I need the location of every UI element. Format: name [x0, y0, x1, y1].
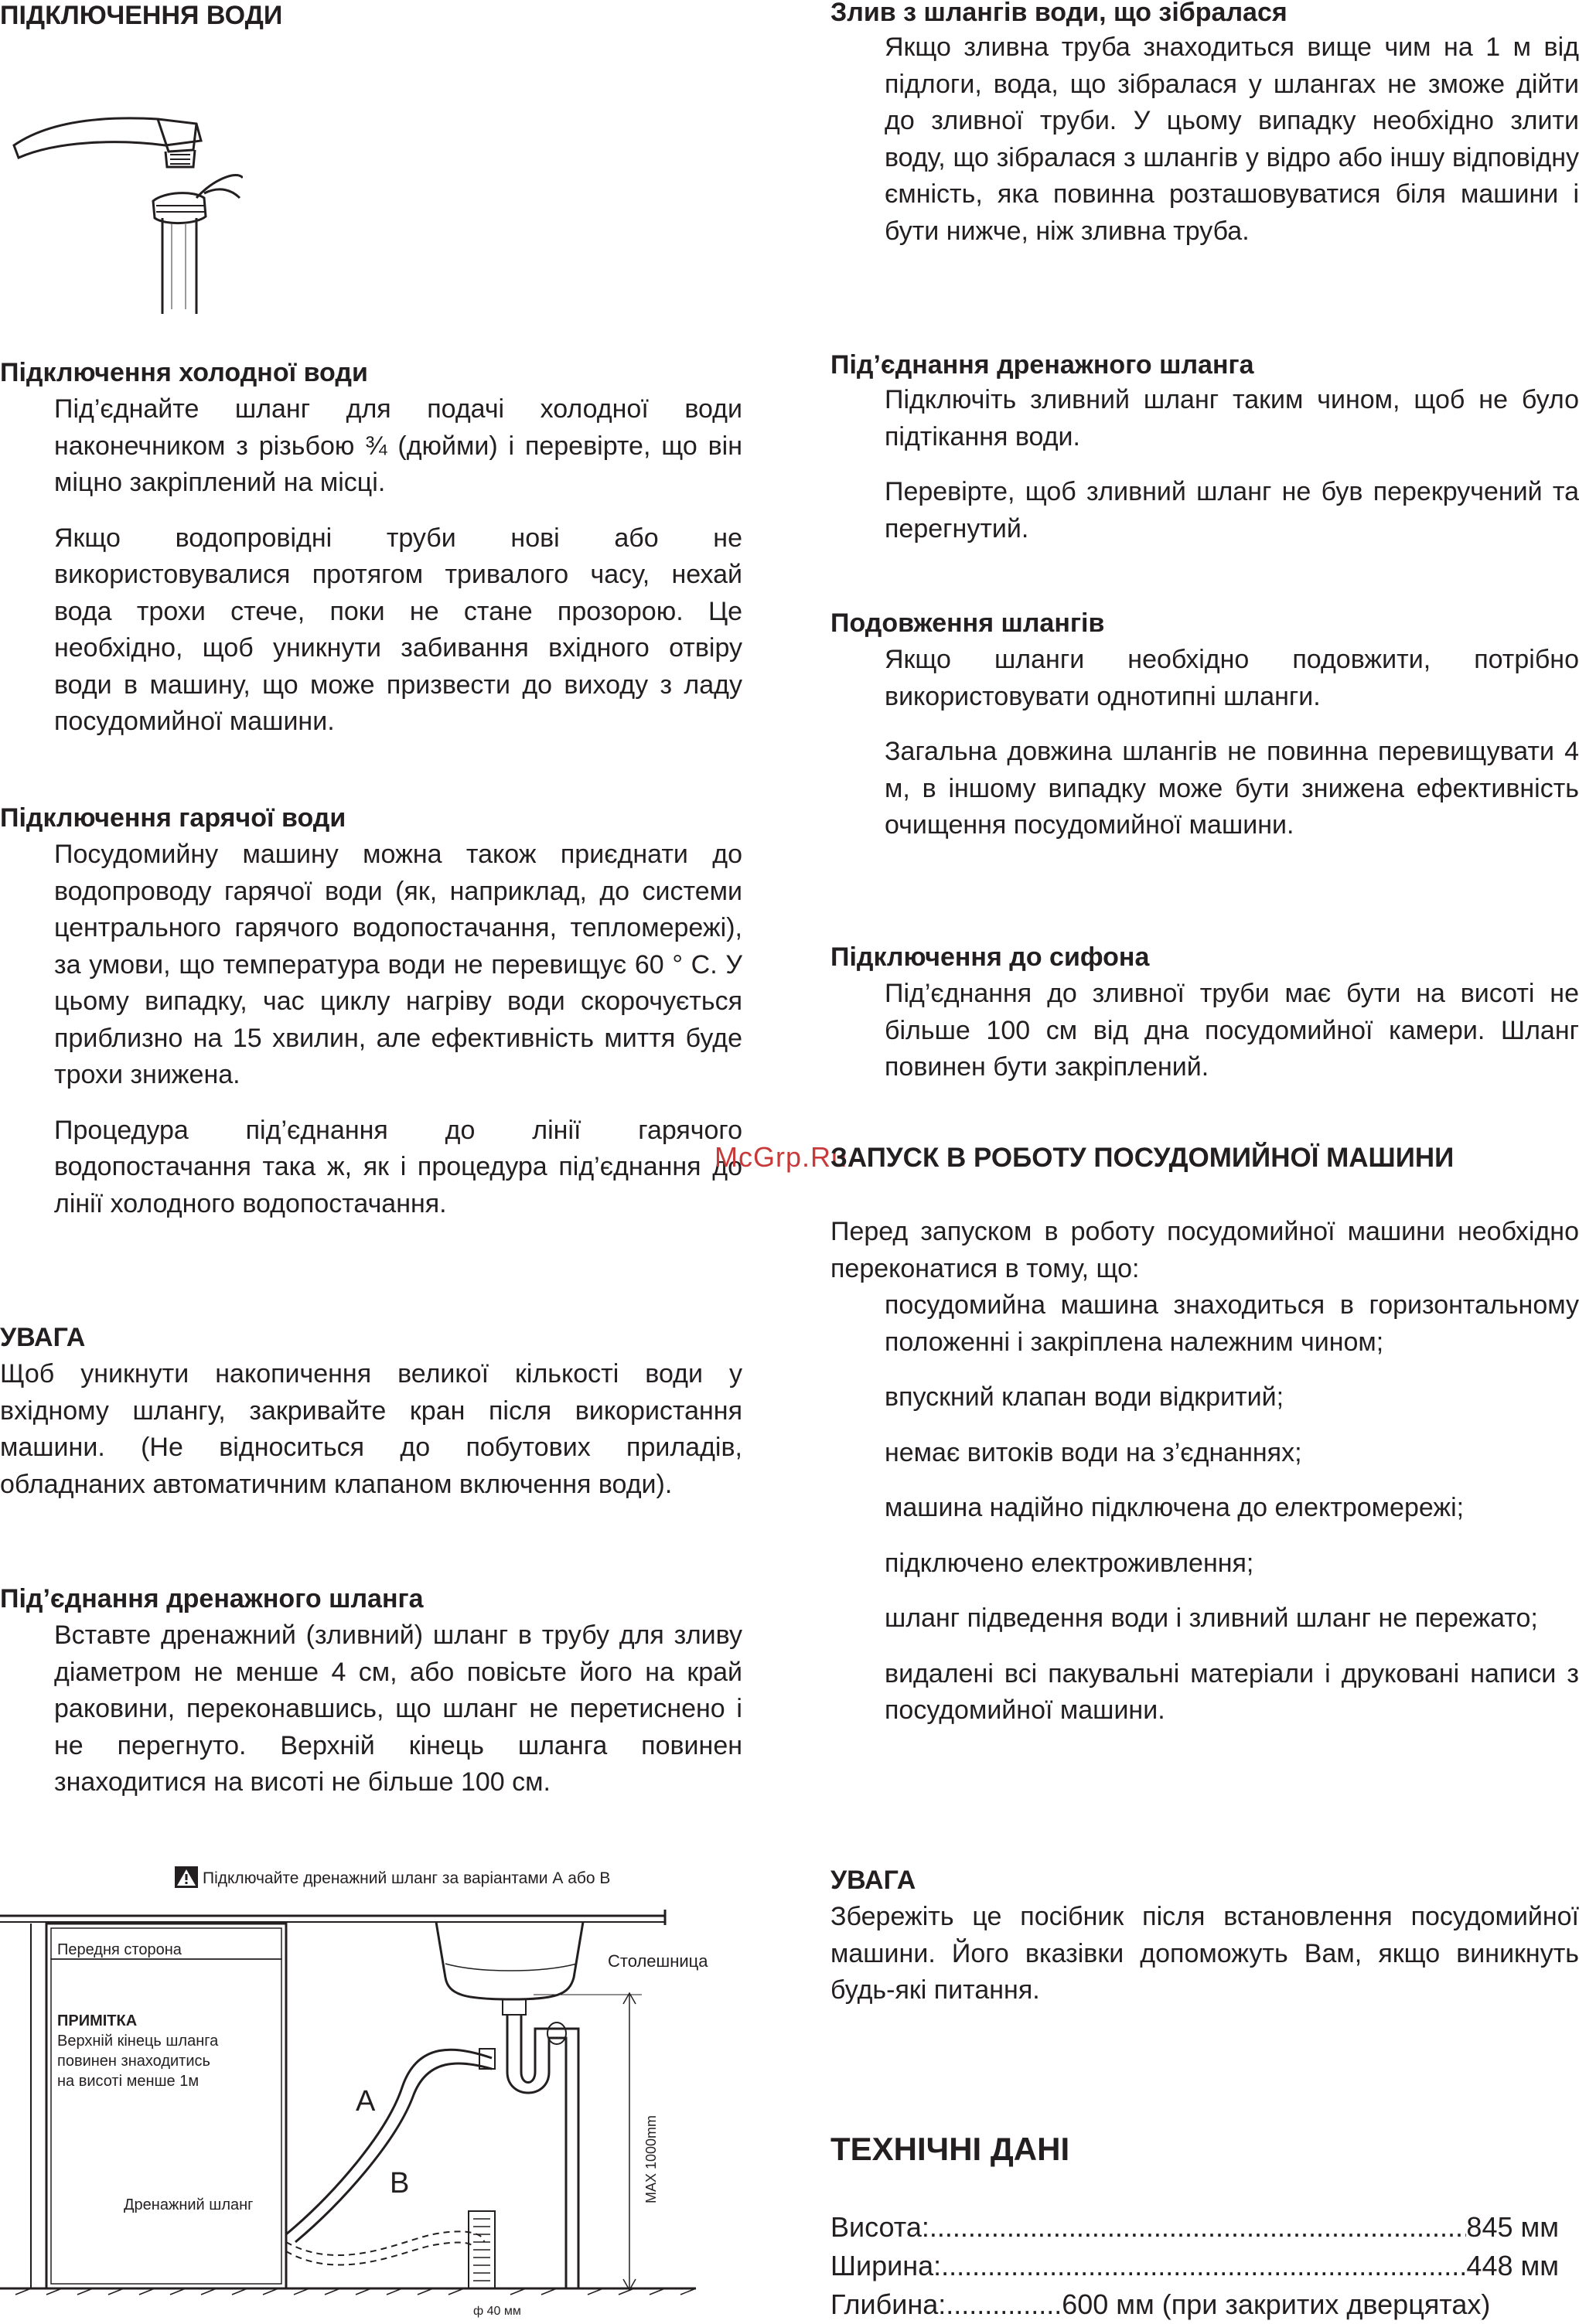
- startup-item: підключено електроживлення;: [885, 1548, 1254, 1578]
- diagram-note-title: ПРИМІТКА: [57, 2012, 138, 2029]
- startup-item: машина надійно підключена до електромережі;: [885, 1493, 1465, 1522]
- diagram-note-line-2: повинен знаходитись: [57, 2053, 210, 2070]
- diagram-diameter-label: ф 40 мм: [473, 2305, 521, 2318]
- spec-value: 448 мм: [1466, 2250, 1559, 2281]
- startup-item: видалені всі пакувальні матеріали і друковані написи з посудомийної машини.: [885, 1658, 1579, 1725]
- spec-value: 600 мм (при закритих дверцятах): [1062, 2288, 1491, 2320]
- hose-extension-paragraph-2: Загальна довжина шлангів не повинна перевищувати 4 м, в іншому випадку може бути знижена ефективність очищення посудомийної машини.: [885, 737, 1579, 840]
- startup-item: впускний клапан води відкритий;: [885, 1382, 1284, 1412]
- spec-label: Висота:: [830, 2211, 929, 2243]
- startup-item: шланг підведення води і зливний шланг не пережато;: [885, 1603, 1538, 1633]
- heading-specs: ТЕХНІЧНІ ДАНІ: [830, 2131, 1070, 2167]
- specs-table: [830, 2208, 1559, 2324]
- heading-warning-left: УВАГА: [0, 1323, 86, 1352]
- diagram-option-a-label: A: [356, 2085, 376, 2118]
- drain-hose-left-text: Вставте дренажний (зливний) шланг в трубу для зливу діаметром не менше 4 см, або повісьте його на край раковини, переконавшись, що шланг не перетиснено і не перегнуто. Верхній кінець шланга повинен знаходитися на висоті не більше 100 см.: [54, 1620, 742, 1797]
- heading-cold-water: Підключення холодної води: [0, 358, 368, 387]
- siphon-text: Під’єднання до зливної труби має бути на висоті не більше 100 см від дна посудомийної камери. Шланг повинен бути закріплений.: [885, 979, 1579, 1082]
- heading-drain-hose-right: Під’єднання дренажного шланга: [830, 350, 1254, 380]
- heading-drain-hose-left: Під’єднання дренажного шланга: [0, 1584, 424, 1614]
- drain-hose-right-paragraph-1: Підключіть зливний шланг таким чином, щоб не було підтікання води.: [885, 385, 1579, 452]
- drain-hose-diagram: [0, 1855, 773, 2321]
- caution-icon: [175, 1866, 198, 1888]
- watermark: McGrp.Ru: [714, 1141, 848, 1173]
- warning-right-text: Збережіть це посібник після встановлення посудомийної машини. Його вказівки допоможуть Вам, якщо виникнуть будь-які питання.: [830, 1902, 1579, 2005]
- diagram-countertop-label: Столешница: [608, 1951, 708, 1971]
- startup-intro: Перед запуском в роботу посудомийної машини необхідно переконатися в тому, що:: [830, 1217, 1579, 1283]
- spec-label: Глибина:: [830, 2288, 946, 2320]
- diagram-drain-hose-label: Дренажний шланг: [124, 2196, 254, 2213]
- cold-water-paragraph-1: Під’єднайте шланг для подачі холодної води наконечником з різьбою ¾ (дюйми) і перевірте, що він міцно закріплений на місці.: [54, 394, 742, 497]
- diagram-note-line-3: на висоті менше 1м: [57, 2073, 200, 2090]
- residual-water-text: Якщо зливна труба знаходиться вище чим на 1 м від підлоги, вода, що зібралася у шлангах не зможе дійти до зливної труби. У цьому випадку необхідно злити воду, що зібралася з шлангів у відро або іншу відповідну ємність, яка повинна розташовуватися біля машини і бути нижче, ніж зливна труба.: [885, 32, 1579, 246]
- section-title-water-connection: ПІДКЛЮЧЕННЯ ВОДИ: [0, 1, 283, 30]
- spec-row-height: [830, 2208, 1559, 2247]
- heading-warning-right: УВАГА: [830, 1866, 916, 1895]
- heading-hose-extension: Подовження шлангів: [830, 608, 1105, 638]
- diagram-front-side-label: Передня сторона: [57, 1941, 182, 1958]
- startup-item: немає витоків води на з’єднаннях;: [885, 1437, 1302, 1467]
- spec-label: Ширина:: [830, 2250, 942, 2281]
- heading-siphon: Підключення до сифона: [830, 942, 1150, 972]
- hot-water-paragraph-2: Процедура під’єднання до лінії гарячого водопостачання така ж, як і процедура під’єднання до лінії холодного водопостачання.: [54, 1115, 742, 1218]
- hot-water-paragraph-1: Посудомийну машину можна також приєднати до водопроводу гарячої води (як, наприклад, до системи центрального гарячого водопостачання, тепломережі), за умови, що температура води не перевищує 60 ° C. У цьому випадку, час циклу нагріву води скорочується приблизно на 15 хвилин, але ефективність миття буде трохи знижена.: [54, 840, 742, 1089]
- startup-item: посудомийна машина знаходиться в горизонтальному положенні і закріплена належним чином;: [885, 1290, 1579, 1357]
- heading-residual-water: Злив з шлангів води, що зібралася: [830, 0, 1287, 27]
- faucet-hand-illustration: [11, 54, 243, 317]
- cold-water-paragraph-2: Якщо водопровідні труби нові або не використовувалися протягом тривалого часу, нехай вода трохи стече, поки не стане прозорою. Це необхідно, щоб уникнути забивання вхідного отвіру води в машину, що може призвести до виходу з ладу посудомийної машини.: [54, 523, 742, 736]
- diagram-option-b-label: B: [390, 2167, 410, 2200]
- warning-left-text: Щоб уникнути накопичення великої кількості води у вхідному шлангу, закривайте кран після використання машини. (Не відноситься до побутових приладів, обладнаних автоматичним клапаном включення води).: [0, 1359, 742, 1499]
- diagram-max-height-label: MAX 1000mm: [643, 2114, 659, 2203]
- diagram-note-line-1: Верхній кінець шланга: [57, 2033, 219, 2050]
- spec-row-depth: [830, 2285, 1559, 2324]
- hose-extension-paragraph-1: Якщо шланги необхідно подовжити, потрібно використовувати однотипні шланги.: [885, 645, 1579, 711]
- heading-startup: ЗАПУСК В РОБОТУ ПОСУДОМИЙНОЇ МАШИНИ: [830, 1143, 1455, 1173]
- heading-hot-water: Підключення гарячої води: [0, 803, 346, 833]
- spec-value: 845 мм: [1466, 2211, 1559, 2243]
- diagram-caption: Підключайте дренажний шланг за варіантами А або В: [203, 1869, 611, 1887]
- spec-row-width: [830, 2247, 1559, 2285]
- drain-hose-right-paragraph-2: Перевірте, щоб зливний шланг не був перекручений та перегнутий.: [885, 477, 1579, 544]
